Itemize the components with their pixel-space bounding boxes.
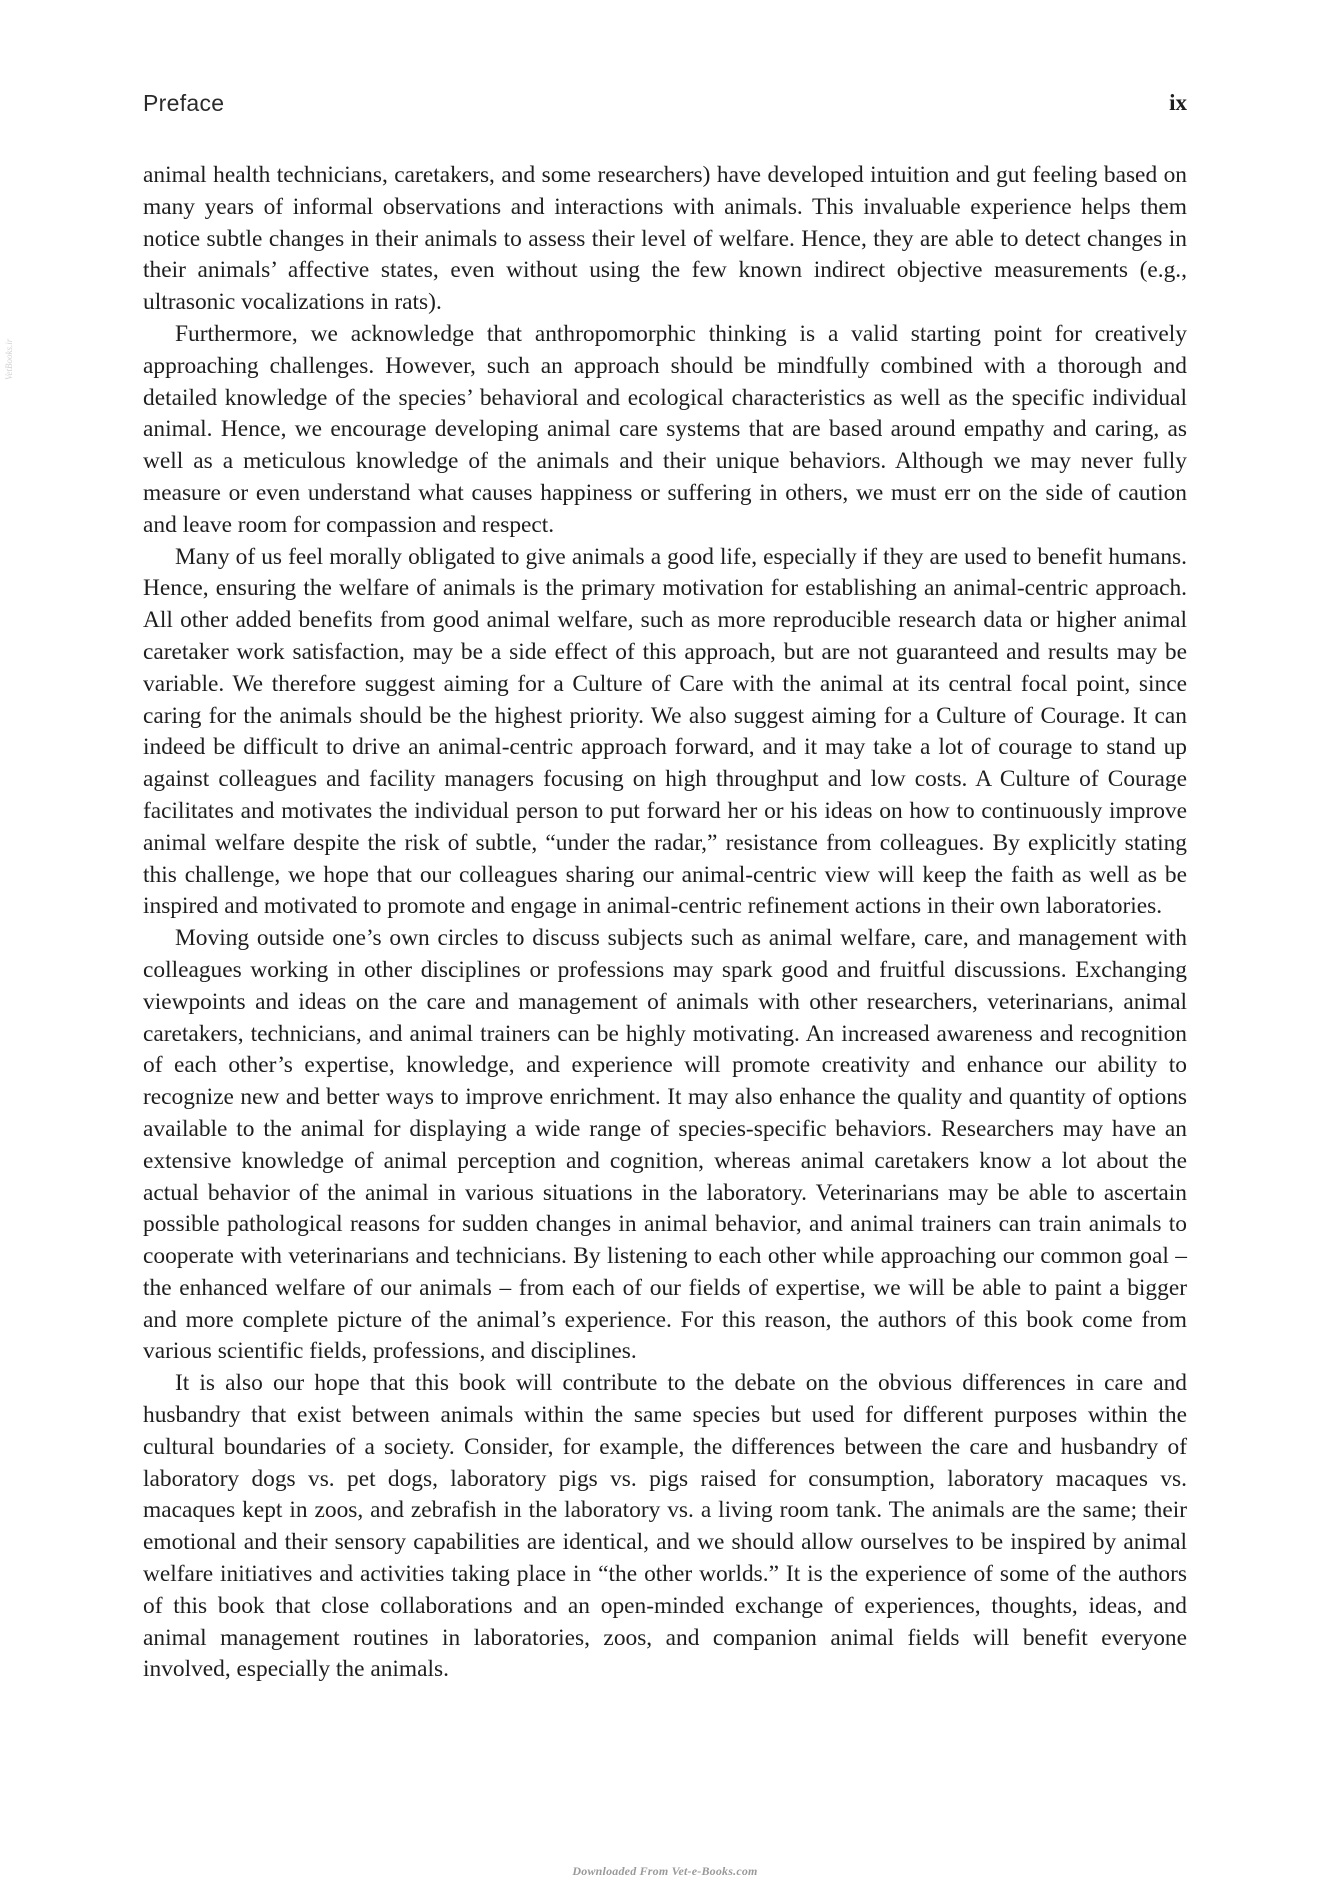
paragraph: Many of us feel morally obligated to give animals a good life, especially if they are used to benefit humans. Hence, ensuring the welfare of animals is the primary motivation for establishing an animal-centric approach. All other added benefits from good animal welfare, such as more reproducible research data or higher animal caretaker work satisfaction, may be a side effect of this approach, but are not guaranteed and results may be variable. We therefore suggest aiming for a Culture of Care with the animal at its central focal point, since caring for the animals should be the highest priority. We also suggest aiming for a Culture of Courage. It can indeed be difficult to drive an animal-centric approach forward, and it may take a lot of courage to stand up against colleagues and facility managers focusing on high throughput and low costs. A Culture of Courage facilitates and motivates the individual person to put forward her or his ideas on how to continuously improve animal welfare despite the risk of subtle, “under the radar,” resistance from colleagues. By explicitly stating this challenge, we hope that our colleagues sharing our animal-centric view will keep the faith as well as be inspired and motivated to promote and engage in animal-centric refinement actions in their own laboratories. (143, 543, 1187, 920)
paragraph: It is also our hope that this book will contribute to the debate on the obvious differences in care and husbandry that exist between animals within the same species but used for different purposes within the cultural boundaries of a society. Consider, for example, the differences between the care and husbandry of laboratory dogs vs. pet dogs, laboratory pigs vs. pigs raised for consumption, laboratory macaques vs. macaques kept in zoos, and zebrafish in the laboratory vs. a living room tank. The animals are the same; their emotional and their sensory capabilities are identical, and we should allow ourselves to be inspired by animal welfare initiatives and activities taking place in “the other worlds.” It is the experience of some of the authors of this book that close collaborations and an open-minded exchange of experiences, thoughts, ideas, and animal management routines in laboratories, zoos, and companion animal fields will benefit everyone involved, especially the animals. (143, 1370, 1187, 1683)
footer-watermark: Downloaded From Vet-e-Books.com (572, 1864, 758, 1878)
section-title: Preface (143, 90, 225, 116)
paragraph: Furthermore, we acknowledge that anthropomorphic thinking is a valid starting point for creatively approaching challenges. However, such an approach should be mindfully combined with a thorough and detailed knowledge of the species’ behavioral and ecological characteristics as well as the specific individual animal. Hence, we encourage developing animal care systems that are based around empathy and caring, as well as a meticulous knowledge of the animals and their unique behaviors. Although we may never fully measure or even understand what causes happiness or suffering in others, we must err on the side of caution and leave room for compassion and respect. (143, 320, 1187, 538)
paragraph-continued: animal health technicians, caretakers, and some researchers) have developed intuition and gut feeling based on many years of informal observations and interactions with animals. This invaluable experience helps them notice subtle changes in their animals to assess their level of welfare. Hence, they are able to detect changes in their animals’ affective states, even without using the few known indirect objective measurements (e.g., ultrasonic vocalizations in rats). (143, 162, 1187, 316)
side-watermark: VetBooks.ir (4, 338, 14, 380)
running-head (143, 90, 1187, 120)
body-text (143, 160, 1187, 1686)
paragraph: Moving outside one’s own circles to discuss subjects such as animal welfare, care, and management with colleagues working in other disciplines or professions may spark good and fruitful discussions. Exchanging viewpoints and ideas on the care and management of animals with other researchers, veterinarians, animal caretakers, technicians, and animal trainers can be highly motivating. An increased awareness and recognition of each other’s expertise, knowledge, and experience will promote creativity and enhance our ability to recognize new and better ways to improve enrichment. It may also enhance the quality and quantity of options available to the animal for displaying a wide range of species-specific behaviors. Researchers may have an extensive knowledge of animal perception and cognition, whereas animal caretakers know a lot about the actual behavior of the animal in various situations in the laboratory. Veterinarians may be able to ascertain possible pathological reasons for sudden changes in animal behavior, and animal trainers can train animals to cooperate with veterinarians and technicians. By listening to each other while approaching our common goal – the enhanced welfare of our animals – from each of our fields of expertise, we will be able to paint a bigger and more complete picture of the animal’s experience. For this reason, the authors of this book come from various scientific fields, professions, and disciplines. (143, 925, 1187, 1365)
page-number: ix (1169, 90, 1187, 115)
